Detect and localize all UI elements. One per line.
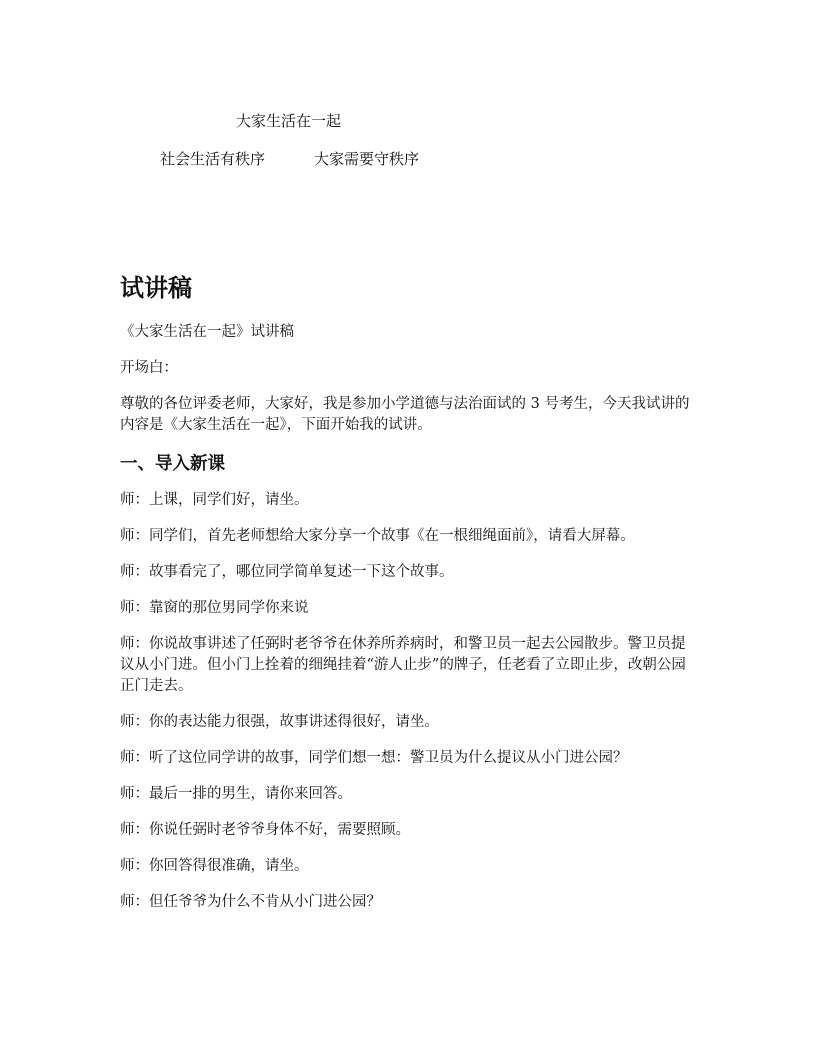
diagram-branch-right: 大家需要守秩序 [314,150,420,168]
section-heading-intro: 一、导入新课 [120,454,225,474]
dialogue-line: 师：同学们，首先老师想给大家分享一个故事《在一根细绳面前》，请看大屏幕。 [120,528,635,544]
diagram-title: 大家生活在一起 [236,112,342,130]
dialogue-line: 师：靠窗的那位男同学你来说 [120,600,309,616]
dialogue-line: 师：你说故事讲述了任弼时老爷爷在休养所养病时，和警卫员一起去公园散步。警卫员提议从小门进。但小门上拴着的细绳挂着“游人止步”的牌子，任老看了立即止步，改朝公园正门走去。 [120,636,686,694]
dialogue-line: 师：听了这位同学讲的故事，同学们想一想：警卫员为什么提议从小门进公园？ [120,750,628,766]
diagram-branch-left: 社会生活有秩序 [160,150,266,168]
dialogue-line: 师：你的表达能力很强，故事讲述得很好，请坐。 [120,714,439,730]
dialogue-line: 师：故事看完了，哪位同学简单复述一下这个故事。 [120,564,454,580]
dialogue-line: 师：最后一排的男生，请你来回答。 [120,786,352,802]
dialogue-line: 师：你说任弼时老爷爷身体不好，需要照顾。 [120,822,410,838]
dialogue-line: 师：但任爷爷为什么不肯从小门进公园？ [120,894,381,910]
document-subtitle: 《大家生活在一起》试讲稿 [120,324,294,340]
opening-text: 尊敬的各位评委老师，大家好，我是参加小学道德与法治面试的 3 号考生，今天我试讲的内容是《大家生活在一起》，下面开始我的试讲。 [120,396,690,433]
document-body [120,322,698,928]
dialogue-line: 师：你回答得很准确，请坐。 [120,858,309,874]
opening-label: 开场白： [120,360,178,376]
document-title: 试讲稿 [120,274,192,302]
dialogue-line: 师：上课，同学们好，请坐。 [120,492,309,508]
